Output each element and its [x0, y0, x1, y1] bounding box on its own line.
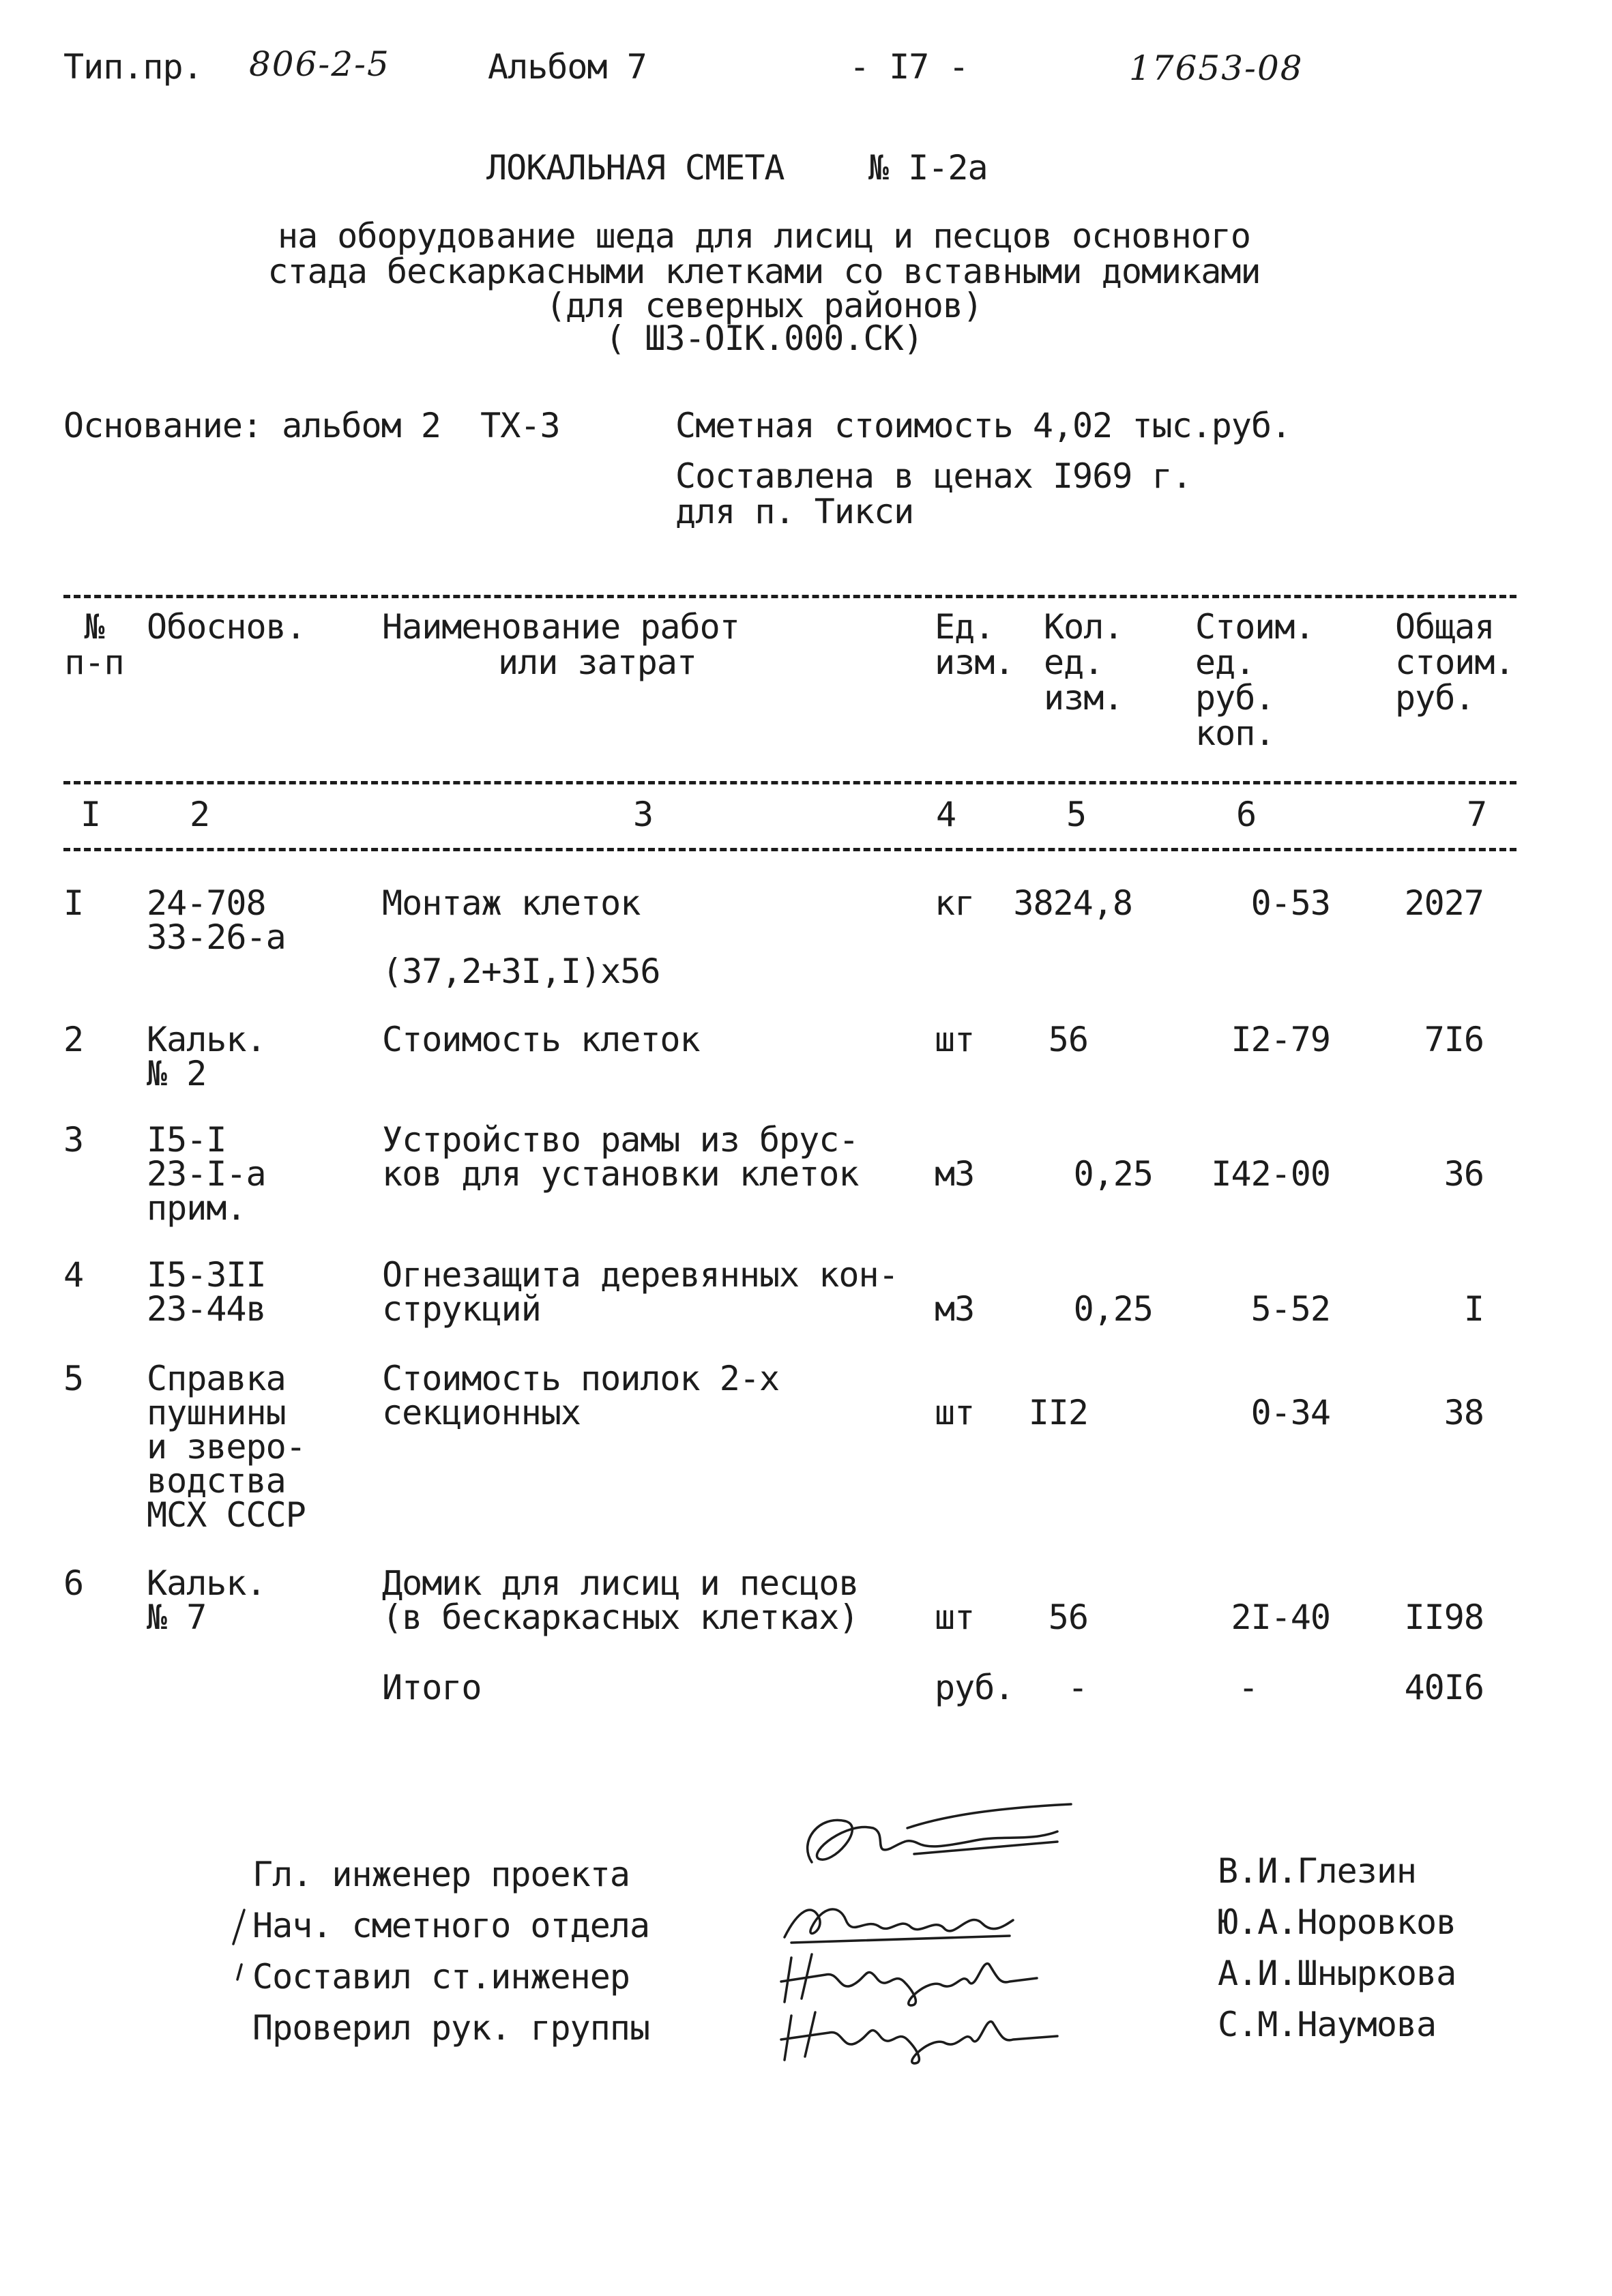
header-page-number: - I7 - — [849, 47, 969, 87]
column-number: 2 — [190, 795, 210, 834]
row-name: ков для установки клеток — [382, 1154, 859, 1194]
row-total: I — [1463, 1289, 1484, 1329]
row-basis: МСХ СССР — [147, 1495, 306, 1535]
row-unit-cost: 5-52 — [1250, 1289, 1330, 1329]
row-unit-cost: 0-53 — [1250, 883, 1330, 923]
price-location: для п. Тикси — [675, 492, 914, 531]
row-total: II98 — [1404, 1598, 1484, 1637]
signature-name: С.М.Наумова — [1218, 2005, 1437, 2044]
row-basis: прим. — [147, 1188, 246, 1228]
header-unit-cost: коп. — [1195, 713, 1275, 753]
row-basis: 23-44в — [147, 1289, 266, 1329]
row-unit-cost: 2I-40 — [1231, 1598, 1330, 1637]
row-number: I — [63, 883, 84, 923]
row-total: 2027 — [1404, 883, 1484, 923]
header-qty: ед. — [1044, 643, 1104, 682]
row-number: 4 — [63, 1255, 84, 1295]
header-type-number: 806-2-5 — [249, 44, 390, 84]
row-basis: 24-708 — [147, 883, 266, 923]
row-qty: 56 — [1048, 1020, 1088, 1059]
row-basis: I5-3II — [147, 1255, 266, 1295]
row-total: 36 — [1444, 1154, 1484, 1194]
column-number: I — [80, 795, 101, 834]
signature-role: Нач. сметного отдела — [252, 1906, 650, 1945]
header-unit-cost: ед. — [1195, 643, 1255, 682]
header-total: руб. — [1395, 678, 1475, 718]
row-name: секционных — [382, 1393, 581, 1432]
signature-name: А.И.Шныркова — [1218, 1954, 1456, 1993]
header-unit-cost: Стоим. — [1195, 607, 1315, 647]
row-unit: м3 — [935, 1154, 975, 1194]
row-basis: Кальк. — [147, 1020, 266, 1059]
signature-name: Ю.А.Норовков — [1218, 1902, 1456, 1942]
header-no: п-п — [64, 643, 124, 682]
header-type-label: Тип.пр. — [63, 47, 203, 87]
column-number: 3 — [633, 795, 654, 834]
table-rule-top — [63, 595, 1516, 598]
row-unit: шт — [935, 1020, 975, 1059]
row-number: 5 — [63, 1359, 84, 1398]
title-line: на оборудование шеда для лисиц и песцов основного — [277, 216, 1251, 256]
row-qty: 3824,8 — [1013, 883, 1132, 923]
margin-mark — [225, 1903, 252, 1985]
header-total: стоим. — [1395, 643, 1514, 682]
row-qty: II2 — [1028, 1393, 1088, 1432]
header-total: Общая — [1395, 607, 1495, 647]
total-unit: руб. — [935, 1668, 1014, 1707]
row-number: 3 — [63, 1120, 84, 1160]
row-basis: 33-26-а — [147, 917, 286, 957]
row-qty: 0,25 — [1073, 1154, 1153, 1194]
row-unit-cost: I2-79 — [1231, 1020, 1330, 1059]
row-basis: № 2 — [147, 1054, 207, 1093]
row-unit: шт — [935, 1393, 975, 1432]
total-unit-cost: - — [1238, 1668, 1259, 1707]
row-name: струкций — [382, 1289, 541, 1329]
estimated-cost: Сметная стоимость 4,02 тыс.руб. — [675, 406, 1291, 445]
column-number: 4 — [936, 795, 956, 834]
row-basis: пушнины — [147, 1393, 286, 1432]
row-total: 7I6 — [1424, 1020, 1484, 1059]
header-document-number: 17653-08 — [1129, 48, 1304, 88]
total-qty: - — [1068, 1668, 1088, 1707]
table-rule-numbers-bottom — [63, 848, 1516, 851]
row-name: Стоимость клеток — [382, 1020, 700, 1059]
column-number: 5 — [1066, 795, 1087, 834]
total-amount: 40I6 — [1404, 1668, 1484, 1707]
row-total: 38 — [1444, 1393, 1484, 1432]
column-number: 6 — [1236, 795, 1257, 834]
row-qty: 56 — [1048, 1598, 1088, 1637]
document-number: № I-2а — [868, 148, 988, 188]
signature-role: Проверил рук. группы — [252, 2008, 650, 2048]
row-basis: и зверо- — [147, 1427, 306, 1467]
row-basis: I5-I — [147, 1120, 226, 1160]
handwritten-signature — [764, 1999, 1078, 2067]
price-level: Составлена в ценах I969 г. — [675, 456, 1192, 496]
signature-name: В.И.Глезин — [1218, 1851, 1417, 1891]
row-name-formula: (37,2+3I,I)х56 — [382, 952, 660, 991]
title-line: ( ШЗ-ОIК.000.СК) — [605, 319, 923, 358]
header-basis: Обоснов. — [147, 607, 306, 647]
row-name: (в бескаркасных клетках) — [382, 1598, 859, 1637]
signature-role: Гл. инженер проекта — [252, 1855, 630, 1894]
row-name: Стоимость поилок 2-х — [382, 1359, 780, 1398]
total-label: Итого — [382, 1668, 482, 1707]
header-no: № — [84, 607, 104, 647]
row-number: 2 — [63, 1020, 84, 1059]
row-name: Монтаж клеток — [382, 883, 641, 923]
row-unit: шт — [935, 1598, 975, 1637]
header-name: Наименование работ — [382, 607, 739, 647]
document-title: ЛОКАЛЬНАЯ СМЕТА — [486, 148, 785, 188]
row-basis: № 7 — [147, 1598, 207, 1637]
header-unit: Ед. — [935, 607, 995, 647]
row-name: Домик для лисиц и песцов — [382, 1563, 859, 1603]
row-qty: 0,25 — [1073, 1289, 1153, 1329]
handwritten-signature — [764, 1889, 1051, 1951]
row-basis: Справка — [147, 1359, 286, 1398]
handwritten-signature — [771, 1801, 1091, 1876]
row-basis: 23-I-а — [147, 1154, 266, 1194]
header-name: или затрат — [498, 643, 697, 682]
table-rule-header-bottom — [63, 781, 1516, 784]
row-name: Устройство рамы из брус- — [382, 1120, 859, 1160]
row-unit-cost: I42-00 — [1211, 1154, 1330, 1194]
header-qty: изм. — [1044, 678, 1124, 718]
header-qty: Кол. — [1044, 607, 1124, 647]
row-name: Огнезащита деревянных кон- — [382, 1255, 898, 1295]
signature-role: Составил ст.инженер — [252, 1957, 630, 1997]
row-unit-cost: 0-34 — [1250, 1393, 1330, 1432]
header-unit-cost: руб. — [1195, 678, 1275, 718]
header-unit: изм. — [935, 643, 1014, 682]
row-basis: водства — [147, 1461, 286, 1501]
title-line: стада бескаркасными клетками со вставными домиками — [267, 252, 1261, 291]
column-number: 7 — [1467, 795, 1487, 834]
header-album: Альбом 7 — [488, 47, 647, 87]
row-unit: кг — [935, 883, 975, 923]
row-basis: Кальк. — [147, 1563, 266, 1603]
row-unit: м3 — [935, 1289, 975, 1329]
title-line: (для северных районов) — [545, 286, 983, 325]
basis-text: Основание: альбом 2 ТХ-3 — [63, 406, 560, 445]
row-number: 6 — [63, 1563, 84, 1603]
